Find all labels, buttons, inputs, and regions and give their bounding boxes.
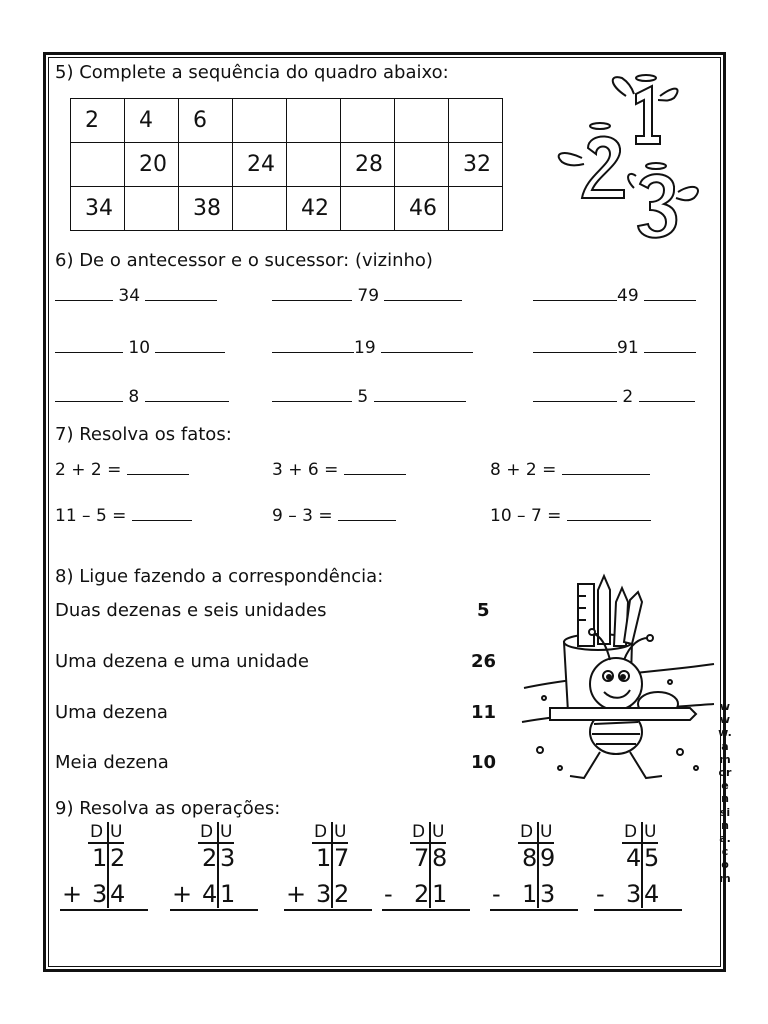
column-header-d: D [624, 822, 638, 842]
match-left-item[interactable]: Duas dezenas e seis unidades [55, 600, 327, 621]
answer-blank[interactable] [384, 286, 462, 301]
column-divider [537, 822, 539, 908]
column-operation [384, 822, 488, 918]
tens-digit: 7 [414, 844, 430, 872]
match-left-item[interactable]: Uma dezena [55, 702, 168, 723]
tens-digit: 1 [522, 880, 538, 908]
units-digit: 9 [540, 844, 556, 872]
units-digit: 7 [334, 844, 350, 872]
units-digit: 1 [432, 880, 448, 908]
match-right-item[interactable]: 10 [471, 752, 497, 773]
neighbor-number: 34 [118, 286, 141, 306]
neighbor-number: 49 [617, 286, 639, 306]
grid-cell[interactable]: 46 [395, 187, 449, 231]
question-8-title: 8) Ligue fazendo a correspondência: [55, 566, 384, 587]
match-right-item[interactable]: 26 [471, 651, 497, 672]
column-header-u: U [110, 822, 123, 842]
grid-cell[interactable] [395, 99, 449, 143]
column-operation [286, 822, 390, 918]
neighbor-item [272, 286, 462, 306]
fact-expression: 8 + 2 = [490, 460, 557, 480]
tens-digit: 3 [626, 880, 642, 908]
grid-cell[interactable] [287, 143, 341, 187]
grid-cell[interactable]: 38 [179, 187, 233, 231]
column-header-d: D [200, 822, 214, 842]
grid-cell[interactable] [233, 187, 287, 231]
answer-blank[interactable] [132, 506, 192, 521]
grid-cell[interactable] [125, 187, 179, 231]
neighbor-item [533, 286, 696, 306]
fact-expression: 9 – 3 = [272, 506, 333, 526]
answer-blank[interactable] [639, 387, 695, 402]
answer-blank[interactable] [381, 338, 473, 353]
bee-with-pencils-illustration [520, 572, 716, 792]
header-underline [518, 842, 554, 844]
column-operation [596, 822, 700, 918]
column-divider [107, 822, 109, 908]
fact-expression: 3 + 6 = [272, 460, 339, 480]
operation-sign: + [62, 880, 83, 908]
fact-expression: 11 – 5 = [55, 506, 127, 526]
units-digit: 8 [432, 844, 448, 872]
grid-cell[interactable]: 42 [287, 187, 341, 231]
answer-blank[interactable] [644, 338, 696, 353]
units-digit: 4 [644, 880, 660, 908]
units-digit: 3 [540, 880, 556, 908]
grid-cell[interactable]: 4 [125, 99, 179, 143]
tens-digit: 2 [202, 844, 218, 872]
tens-digit: 8 [522, 844, 538, 872]
neighbor-number: 19 [354, 338, 376, 358]
column-header-d: D [520, 822, 534, 842]
operation-sign: + [172, 880, 193, 908]
header-underline [198, 842, 234, 844]
column-header-u: U [644, 822, 657, 842]
neighbor-number: 2 [622, 387, 634, 407]
grid-cell[interactable] [341, 99, 395, 143]
neighbor-number: 5 [357, 387, 369, 407]
result-line [382, 909, 470, 911]
answer-blank[interactable] [533, 286, 617, 301]
operation-sign: + [286, 880, 307, 908]
answer-blank[interactable] [55, 387, 123, 402]
fact-item [55, 506, 192, 526]
header-underline [622, 842, 658, 844]
fact-expression: 10 – 7 = [490, 506, 562, 526]
operation-sign: - [596, 880, 605, 908]
tens-digit: 4 [626, 844, 642, 872]
answer-blank[interactable] [127, 460, 189, 475]
column-divider [217, 822, 219, 908]
neighbor-number: 10 [128, 338, 151, 358]
tens-digit: 2 [414, 880, 430, 908]
answer-blank[interactable] [338, 506, 396, 521]
match-right-item[interactable]: 11 [471, 702, 497, 723]
units-digit: 5 [644, 844, 660, 872]
tens-digit: 4 [202, 880, 218, 908]
neighbor-item [272, 387, 466, 407]
answer-blank[interactable] [155, 338, 225, 353]
grid-cell[interactable] [179, 143, 233, 187]
neighbor-number: 8 [128, 387, 140, 407]
question-7-title: 7) Resolva os fatos: [55, 424, 232, 445]
match-left-item[interactable]: Uma dezena e uma unidade [55, 651, 309, 672]
answer-blank[interactable] [344, 460, 406, 475]
units-digit: 2 [110, 844, 126, 872]
grid-cell[interactable] [233, 99, 287, 143]
answer-blank[interactable] [272, 286, 352, 301]
units-digit: 1 [220, 880, 236, 908]
answer-blank[interactable] [533, 338, 617, 353]
neighbor-item [55, 338, 225, 358]
result-line [594, 909, 682, 911]
header-underline [312, 842, 348, 844]
grid-cell[interactable]: 20 [125, 143, 179, 187]
grid-cell[interactable] [287, 99, 341, 143]
answer-blank[interactable] [567, 506, 651, 521]
column-operation [172, 822, 276, 918]
answer-blank[interactable] [644, 286, 696, 301]
column-divider [641, 822, 643, 908]
column-header-u: U [334, 822, 347, 842]
column-header-d: D [90, 822, 104, 842]
column-header-d: D [314, 822, 328, 842]
grid-cell[interactable]: 34 [71, 187, 125, 231]
tens-digit: 3 [316, 880, 332, 908]
column-header-d: D [412, 822, 426, 842]
neighbor-item [55, 286, 217, 306]
answer-blank[interactable] [272, 387, 352, 402]
grid-cell[interactable] [449, 187, 503, 231]
fact-item [272, 460, 406, 480]
question-6-title: 6) De o antecessor e o sucessor: (vizinho) [55, 250, 433, 271]
fact-item [55, 460, 189, 480]
grid-cell[interactable]: 28 [341, 143, 395, 187]
result-line [170, 909, 258, 911]
tens-digit: 3 [92, 880, 108, 908]
winged-numbers-illustration [548, 66, 708, 246]
answer-blank[interactable] [272, 338, 354, 353]
tens-digit: 1 [92, 844, 108, 872]
neighbor-item [533, 338, 696, 358]
fact-item [490, 506, 651, 526]
sequence-grid [70, 98, 503, 231]
answer-blank[interactable] [145, 387, 229, 402]
match-left-item[interactable]: Meia dezena [55, 752, 169, 773]
units-digit: 3 [220, 844, 236, 872]
fact-item [490, 460, 650, 480]
column-operation [62, 822, 166, 918]
result-line [60, 909, 148, 911]
neighbor-item [533, 387, 695, 407]
question-5-title: 5) Complete a sequência do quadro abaixo: [55, 62, 449, 83]
header-underline [88, 842, 124, 844]
grid-cell[interactable]: 24 [233, 143, 287, 187]
answer-blank[interactable] [533, 387, 617, 402]
fact-expression: 2 + 2 = [55, 460, 122, 480]
answer-blank[interactable] [55, 338, 123, 353]
column-divider [429, 822, 431, 908]
column-header-u: U [220, 822, 233, 842]
units-digit: 2 [334, 880, 350, 908]
neighbor-number: 91 [617, 338, 639, 358]
site-watermark: www.amorensina.com [718, 700, 732, 885]
answer-blank[interactable] [145, 286, 217, 301]
grid-cell[interactable] [449, 99, 503, 143]
fact-item [272, 506, 396, 526]
units-digit: 4 [110, 880, 126, 908]
column-header-u: U [432, 822, 445, 842]
match-right-item[interactable]: 5 [477, 600, 490, 621]
operation-sign: - [492, 880, 501, 908]
neighbor-item [272, 338, 473, 358]
tens-digit: 1 [316, 844, 332, 872]
neighbor-number: 79 [357, 286, 380, 306]
grid-cell[interactable] [395, 143, 449, 187]
answer-blank[interactable] [562, 460, 650, 475]
operation-sign: - [384, 880, 393, 908]
answer-blank[interactable] [55, 286, 113, 301]
result-line [284, 909, 372, 911]
neighbor-item [55, 387, 229, 407]
grid-cell[interactable]: 6 [179, 99, 233, 143]
grid-cell[interactable] [341, 187, 395, 231]
grid-cell[interactable]: 2 [71, 99, 125, 143]
grid-cell[interactable]: 32 [449, 143, 503, 187]
answer-blank[interactable] [374, 387, 466, 402]
grid-cell[interactable] [71, 143, 125, 187]
column-divider [331, 822, 333, 908]
column-header-u: U [540, 822, 553, 842]
question-9-title: 9) Resolva as operações: [55, 798, 281, 819]
result-line [490, 909, 578, 911]
header-underline [410, 842, 446, 844]
column-operation [492, 822, 596, 918]
